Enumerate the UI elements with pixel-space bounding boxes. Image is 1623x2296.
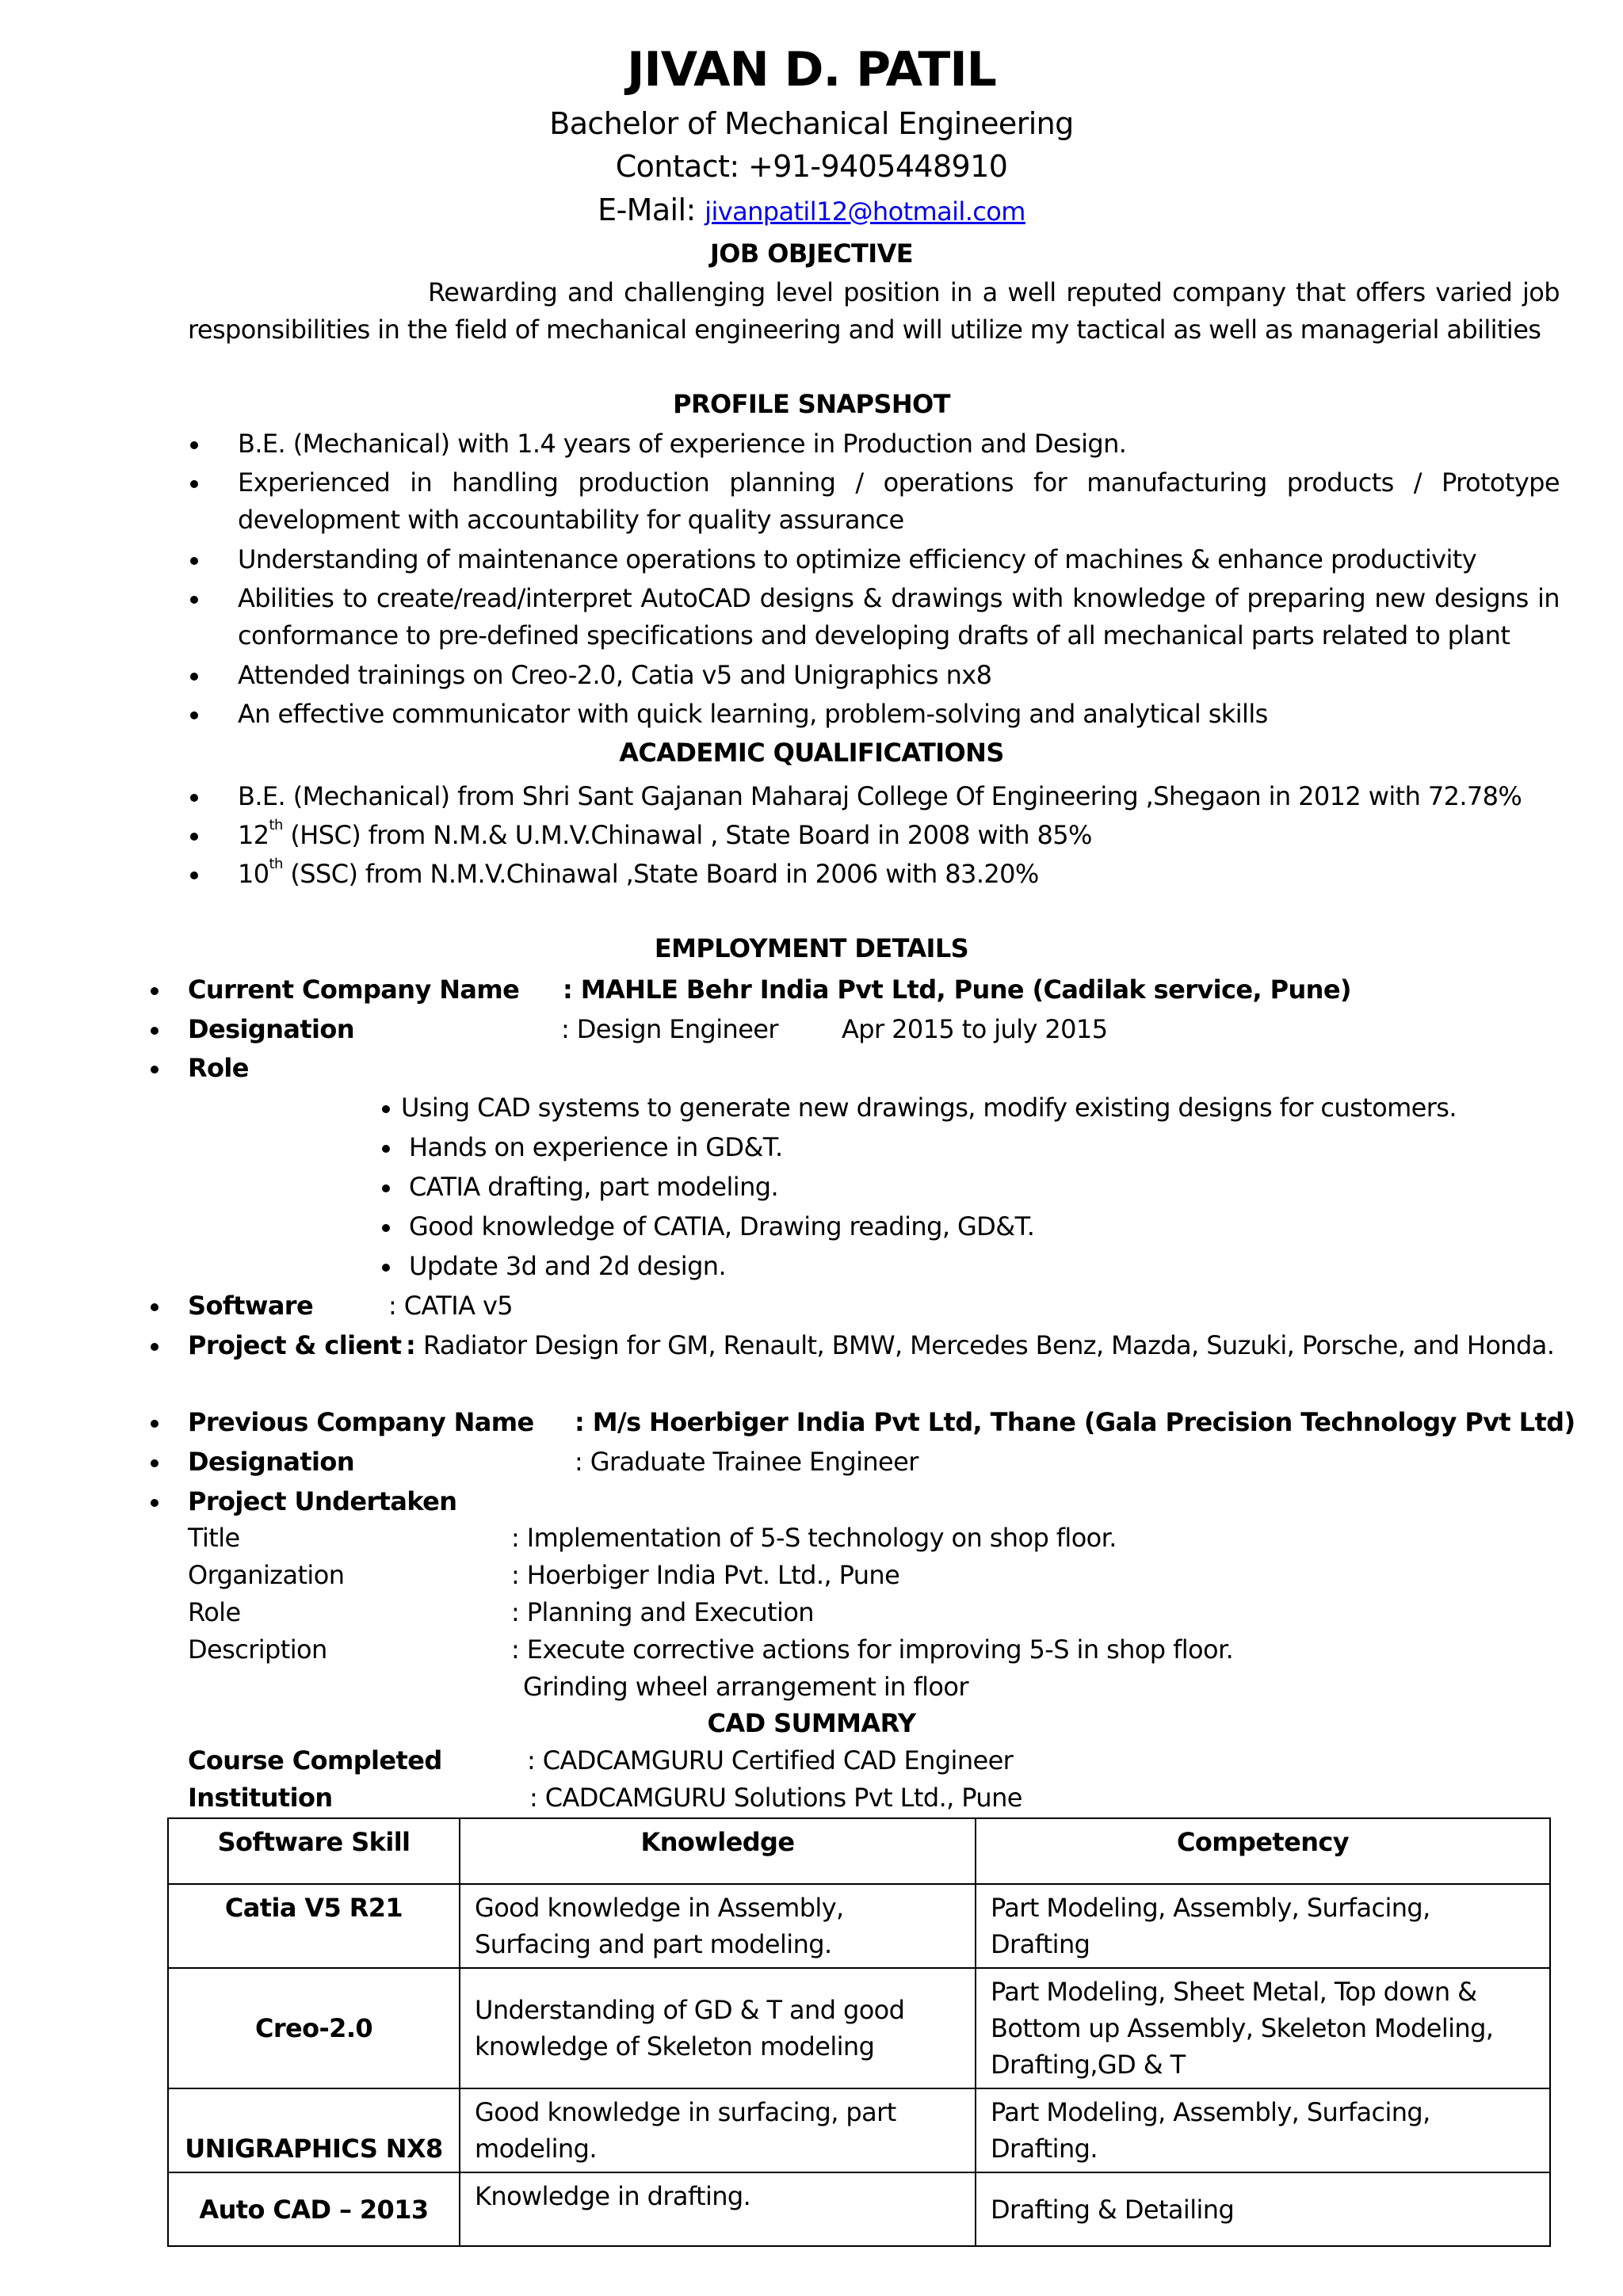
bullet [190, 871, 198, 879]
bullet [382, 1145, 390, 1153]
table-row [168, 1968, 1550, 2088]
profile-item: Understanding of maintenance operations to optimize efficiency of machines & enhance productivity [238, 544, 1477, 574]
employment-period: Apr 2015 to july 2015 [842, 1014, 1108, 1044]
profile-item: An effective communicator with quick learning, problem-solving and analytical skills [238, 699, 1268, 729]
project-description-continuation: Grinding wheel arrangement in floor [523, 1672, 968, 1702]
project-role-value: : Planning and Execution [511, 1597, 814, 1627]
table-header-row [168, 1818, 1550, 1884]
degree: Bachelor of Mechanical Engineering [549, 106, 1074, 141]
academic-item: 12th (HSC) from N.M.& U.M.V.Chinawal , State Board in 2008 with 85% [238, 817, 1092, 850]
bullet [190, 711, 198, 719]
previous-designation-value: : Graduate Trainee Engineer [575, 1447, 918, 1477]
project-client-colon: : [406, 1330, 416, 1360]
designation-value: : Design Engineer [561, 1014, 778, 1044]
project-organization-label: Organization [188, 1560, 345, 1590]
previous-company-label: Previous Company Name [188, 1407, 534, 1437]
email-label: E-Mail: [598, 193, 696, 227]
previous-company-value: : M/s Hoerbiger India Pvt Ltd, Thane (Gala Precision Technology Pvt Ltd) [575, 1407, 1575, 1437]
column-header: Software Skill [168, 1818, 460, 1884]
objective-line-2: responsibilities in the field of mechanical engineering and will utilize my tactical as well as managerial abilities [188, 315, 1541, 345]
table-row [168, 2172, 1550, 2246]
table-row [168, 2088, 1550, 2172]
software-skills-table [167, 1817, 1551, 2247]
project-description-label: Description [188, 1634, 327, 1665]
column-header: Knowledge [460, 1818, 976, 1884]
bullet [151, 1303, 158, 1311]
bullet [151, 1066, 158, 1074]
contact-phone: Contact: +91-9405448910 [615, 149, 1008, 184]
objective-line-1: Rewarding and challenging level position in a well reputed company that offers varied job [428, 277, 1560, 307]
project-undertaken-label: Project Undertaken [188, 1486, 457, 1516]
employment-heading: EMPLOYMENT DETAILS [654, 933, 969, 963]
bullet [190, 833, 198, 841]
bullet [190, 441, 198, 449]
software-cell: Auto CAD – 2013 [168, 2172, 460, 2246]
academic-item: B.E. (Mechanical) from Shri Sant Gajanan Maharaj College Of Engineering ,Shegaon in 2012 with 72.78% [238, 781, 1522, 811]
institution-value: : CADCAMGURU Solutions Pvt Ltd., Pune [529, 1783, 1022, 1813]
bullet [190, 557, 198, 565]
knowledge-cell: Knowledge in drafting. [460, 2172, 976, 2246]
profile-snapshot-heading: PROFILE SNAPSHOT [673, 389, 950, 419]
profile-item: B.E. (Mechanical) with 1.4 years of experience in Production and Design. [238, 429, 1127, 459]
previous-designation-label: Designation [188, 1447, 354, 1477]
project-client-label: Project & client [188, 1330, 402, 1360]
candidate-name: JIVAN D. PATIL [627, 42, 996, 97]
knowledge-cell: Understanding of GD & T and good knowledge of Skeleton modeling [460, 1968, 976, 2088]
bullet [190, 596, 198, 604]
email-line [0, 193, 1623, 229]
software-cell: Catia V5 R21 [168, 1884, 460, 1968]
bullet [151, 1499, 158, 1507]
academic-heading: ACADEMIC QUALIFICATIONS [619, 738, 1004, 768]
course-completed-label: Course Completed [188, 1745, 442, 1775]
bullet [190, 480, 198, 488]
academic-item: 10th (SSC) from N.M.V.Chinawal ,State Board in 2006 with 83.20% [238, 856, 1039, 889]
bullet [382, 1105, 390, 1113]
project-description-value: : Execute corrective actions for improving 5-S in shop floor. [511, 1634, 1234, 1665]
project-organization-value: : Hoerbiger India Pvt. Ltd., Pune [511, 1560, 900, 1590]
current-company-label: Current Company Name [188, 974, 520, 1005]
profile-item-continuation: development with accountability for quality assurance [238, 505, 904, 535]
designation-label: Designation [188, 1014, 354, 1044]
project-title-value: : Implementation of 5-S technology on shop floor. [511, 1523, 1117, 1553]
institution-label: Institution [188, 1783, 333, 1813]
competency-cell: Drafting & Detailing [976, 2172, 1550, 2246]
bullet [151, 1420, 158, 1428]
role-item: Using CAD systems to generate new drawings, modify existing designs for customers. [401, 1093, 1457, 1123]
project-role-label: Role [188, 1597, 241, 1627]
table-row [168, 1884, 1550, 1968]
knowledge-cell: Good knowledge in surfacing, part modeling. [460, 2088, 976, 2172]
bullet [151, 1459, 158, 1467]
current-company-value: : MAHLE Behr India Pvt Ltd, Pune (Cadilak service, Pune) [563, 974, 1351, 1005]
software-cell: UNIGRAPHICS NX8 [168, 2088, 460, 2172]
bullet [151, 987, 158, 995]
job-objective-heading: JOB OBJECTIVE [709, 238, 914, 269]
knowledge-cell: Good knowledge in Assembly, Surfacing and part modeling. [460, 1884, 976, 1968]
bullet [382, 1264, 390, 1272]
email-link[interactable]: jivanpatil12@hotmail.com [705, 196, 1025, 227]
bullet [382, 1224, 390, 1232]
cad-summary-heading: CAD SUMMARY [707, 1708, 916, 1738]
bullet [190, 794, 198, 802]
column-header: Competency [976, 1818, 1550, 1884]
software-label: Software [188, 1291, 314, 1321]
bullet [190, 673, 198, 681]
software-cell: Creo-2.0 [168, 1968, 460, 2088]
competency-cell: Part Modeling, Assembly, Surfacing, Drafting. [976, 2088, 1550, 2172]
competency-cell: Part Modeling, Sheet Metal, Top down & Bottom up Assembly, Skeleton Modeling, Drafting,GD & T [976, 1968, 1550, 2088]
software-value: : CATIA v5 [388, 1291, 514, 1321]
course-completed-value: : CADCAMGURU Certified CAD Engineer [527, 1745, 1014, 1775]
role-item: CATIA drafting, part modeling. [409, 1172, 779, 1202]
bullet [151, 1027, 158, 1035]
role-item: Good knowledge of CATIA, Drawing reading, GD&T. [409, 1211, 1035, 1241]
competency-cell: Part Modeling, Assembly, Surfacing, Drafting [976, 1884, 1550, 1968]
profile-item: Experienced in handling production planning / operations for manufacturing products / Prototype [238, 467, 1560, 498]
profile-item: Abilities to create/read/interpret AutoCAD designs & drawings with knowledge of preparing new designs in [238, 583, 1560, 613]
profile-item-continuation: conformance to pre-defined specifications and developing drafts of all mechanical parts related to plant [238, 620, 1510, 650]
bullet [382, 1184, 390, 1192]
project-title-label: Title [188, 1523, 240, 1553]
role-item: Update 3d and 2d design. [409, 1251, 727, 1281]
role-item: Hands on experience in GD&T. [409, 1132, 783, 1162]
project-client-value: Radiator Design for GM, Renault, BMW, Mercedes Benz, Mazda, Suzuki, Porsche, and Honda. [423, 1330, 1555, 1360]
role-label: Role [188, 1053, 249, 1083]
bullet [151, 1343, 158, 1351]
profile-item: Attended trainings on Creo-2.0, Catia v5 and Unigraphics nx8 [238, 660, 992, 690]
